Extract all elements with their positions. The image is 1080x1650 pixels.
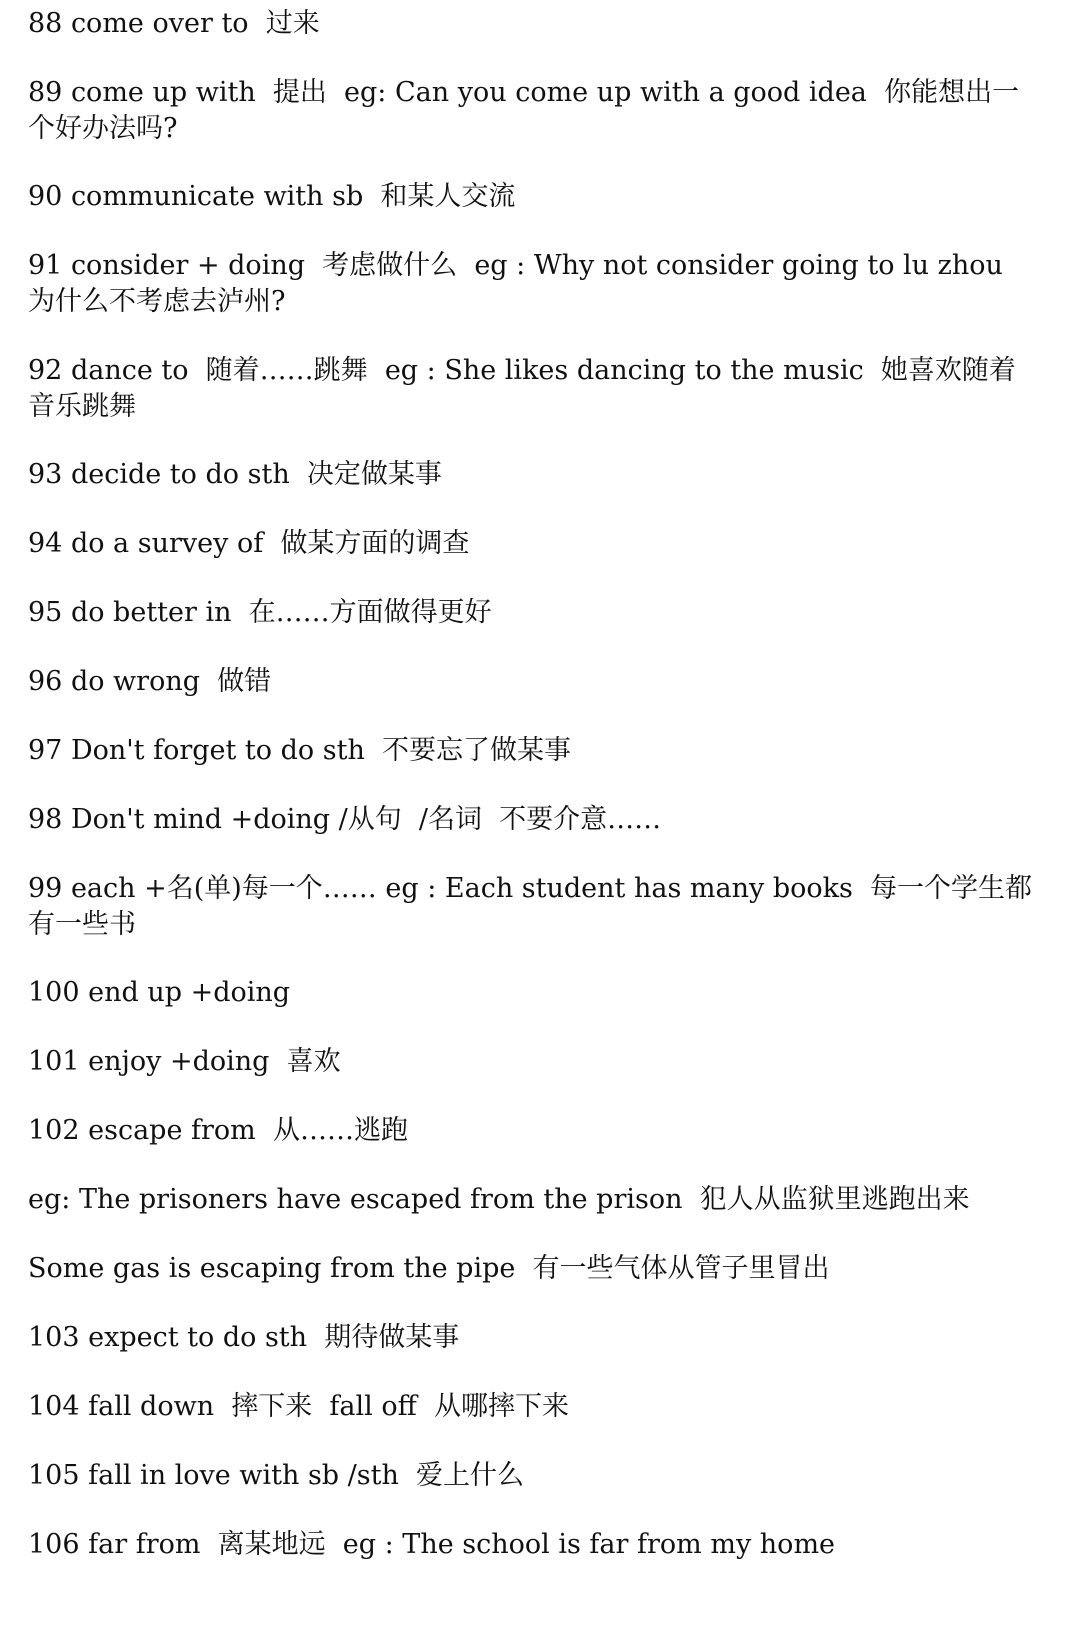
entry-89: 89 come up with 提出 eg: Can you come up with a good idea 你能想出一个好办法吗?	[28, 77, 1020, 144]
entry-88: 88 come over to 过来	[28, 8, 320, 39]
entry-102-example-2: Some gas is escaping from the pipe 有一些气体从管子里冒出	[28, 1253, 830, 1284]
entry-102-example-1: eg: The prisoners have escaped from the prison 犯人从监狱里逃跑出来	[28, 1184, 970, 1215]
entry-91: 91 consider + doing 考虑做什么 eg : Why not consider going to lu zhou 为什么不考虑去泸州?	[28, 250, 1021, 317]
entry-104: 104 fall down 摔下来 fall off 从哪摔下来	[28, 1391, 569, 1422]
entry-101: 101 enjoy +doing 喜欢	[28, 1046, 341, 1077]
entry-98: 98 Don't mind +doing /从句 /名词 不要介意……	[28, 804, 662, 835]
entry-105: 105 fall in love with sb /sth 爱上什么	[28, 1460, 525, 1491]
entry-103: 103 expect to do sth 期待做某事	[28, 1322, 460, 1353]
entry-93: 93 decide to do sth 决定做某事	[28, 459, 442, 490]
entry-97: 97 Don't forget to do sth 不要忘了做某事	[28, 735, 572, 766]
entry-95: 95 do better in 在……方面做得更好	[28, 597, 492, 628]
entry-92: 92 dance to 随着……跳舞 eg : She likes dancing to the music 她喜欢随着音乐跳舞	[28, 355, 1016, 422]
entry-96: 96 do wrong 做错	[28, 666, 272, 697]
entry-99: 99 each +名(单)每一个…… eg : Each student has many books 每一个学生都有一些书	[28, 873, 1033, 940]
entry-102: 102 escape from 从……逃跑	[28, 1115, 408, 1146]
entry-100: 100 end up +doing	[28, 977, 291, 1008]
entry-94: 94 do a survey of 做某方面的调查	[28, 528, 470, 559]
entry-106: 106 far from 离某地远 eg : The school is far from my home	[28, 1529, 836, 1560]
entry-90: 90 communicate with sb 和某人交流	[28, 181, 516, 212]
